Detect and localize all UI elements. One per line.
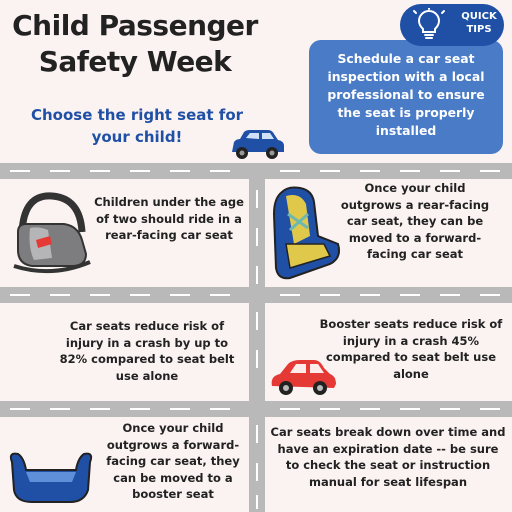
- lane-dash: [280, 170, 300, 172]
- lane-dash: [400, 408, 420, 410]
- lane-dash: [90, 170, 110, 172]
- lane-dash: [360, 170, 380, 172]
- lane-dash: [480, 170, 500, 172]
- infant-car-seat-icon: [8, 188, 94, 278]
- lane-dash: [256, 495, 258, 509]
- lane-dash: [256, 425, 258, 443]
- tip-cell-3: Car seats reduce risk of injury in a crash by up to 82% compared to seat belt use alone: [59, 319, 235, 383]
- lane-dash: [10, 170, 30, 172]
- lane-dash: [256, 350, 258, 368]
- lane-dash: [360, 408, 380, 410]
- lane-dash: [170, 408, 190, 410]
- lane-dash: [400, 294, 420, 296]
- blue-car-icon: [226, 128, 288, 164]
- lane-dash: [50, 294, 70, 296]
- page-title: Child Passenger Safety Week: [12, 9, 258, 78]
- road-vertical: [249, 163, 265, 512]
- lane-dash: [90, 294, 110, 296]
- lane-dash: [440, 408, 460, 410]
- lane-dash: [480, 408, 500, 410]
- lane-dash: [320, 294, 340, 296]
- tip-cell-1: Children under the age of two should ride in a rear-facing car seat: [94, 195, 244, 242]
- lane-dash: [280, 408, 300, 410]
- tip-cell-4: Booster seats reduce risk of injury in a crash 45% compared to seat belt use alone: [319, 317, 503, 381]
- lane-dash: [256, 190, 258, 208]
- red-car-icon: [268, 356, 338, 400]
- tip-cell-2: Once your child outgrows a rear-facing car seat, they can be moved to a forward-facing car seat: [340, 181, 490, 261]
- lane-dash: [256, 463, 258, 481]
- quick-tip-text: Schedule a car seat inspection with a local professional to ensure the seat is properly installed: [327, 51, 485, 138]
- lane-dash: [256, 266, 258, 284]
- lightbulb-icon: [411, 8, 447, 44]
- lane-dash: [480, 294, 500, 296]
- lane-dash: [320, 408, 340, 410]
- lane-dash: [256, 228, 258, 246]
- lane-dash: [256, 312, 258, 330]
- lane-dash: [10, 294, 30, 296]
- lane-dash: [280, 294, 300, 296]
- lane-dash: [50, 408, 70, 410]
- lane-dash: [210, 408, 230, 410]
- lane-dash: [130, 294, 150, 296]
- tip-cell-5: Once your child outgrows a forward-facing car seat, they can be moved to a booster seat: [106, 421, 240, 501]
- tip-cell-6: Car seats break down over time and have an expiration date -- be sure to check the seat or instruction manual for seat lifespan: [270, 425, 506, 489]
- forward-facing-car-seat-icon: [268, 184, 344, 284]
- quick-tip-box: [309, 40, 503, 154]
- lane-dash: [320, 170, 340, 172]
- lane-dash: [170, 170, 190, 172]
- lane-dash: [90, 408, 110, 410]
- lane-dash: [210, 294, 230, 296]
- page-subtitle: Choose the right seat for your child!: [30, 106, 244, 146]
- lane-dash: [170, 294, 190, 296]
- lane-dash: [440, 170, 460, 172]
- lane-dash: [10, 408, 30, 410]
- lane-dash: [130, 408, 150, 410]
- lane-dash: [400, 170, 420, 172]
- quick-tips-label: QUICK TIPS: [461, 11, 497, 35]
- lane-dash: [210, 170, 230, 172]
- lane-dash: [360, 294, 380, 296]
- lane-dash: [50, 170, 70, 172]
- lane-dash: [440, 294, 460, 296]
- booster-seat-icon: [4, 448, 98, 508]
- lane-dash: [130, 170, 150, 172]
